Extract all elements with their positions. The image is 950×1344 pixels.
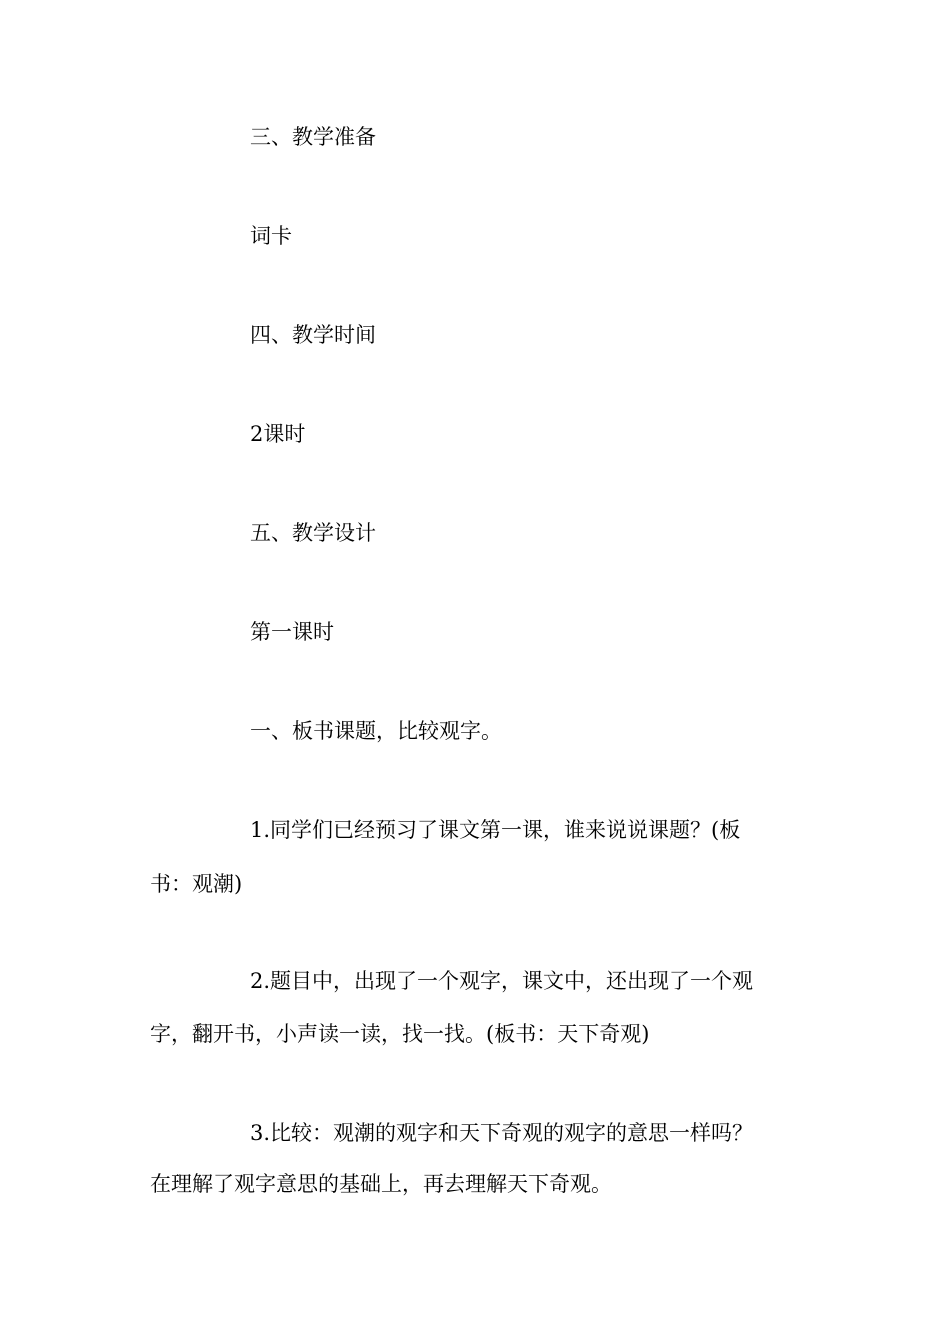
paragraph-1-line-1: 1.同学们已经预习了课文第一课，谁来说说课题？(板 [250,818,741,842]
lesson-one-heading: 第一课时 [250,620,334,644]
paragraph-1-line-2: 书：观潮) [150,872,243,896]
paragraph-2-line-1: 2.题目中，出现了一个观字，课文中，还出现了一个观 [250,969,754,993]
paragraph-3-line-1: 3.比较：观潮的观字和天下奇观的观字的意思一样吗？ [250,1121,754,1145]
heading-teaching-design: 五、教学设计 [250,521,376,545]
step-one-heading: 一、板书课题，比较观字。 [250,719,502,743]
time-item: 2课时 [250,422,306,446]
preparation-item: 词卡 [250,224,292,248]
heading-teaching-time: 四、教学时间 [250,323,376,347]
heading-teaching-preparation: 三、教学准备 [250,125,376,149]
paragraph-3-line-2: 在理解了观字意思的基础上，再去理解天下奇观。 [150,1172,612,1196]
paragraph-2-line-2: 字，翻开书，小声读一读，找一找。(板书：天下奇观) [150,1022,650,1046]
